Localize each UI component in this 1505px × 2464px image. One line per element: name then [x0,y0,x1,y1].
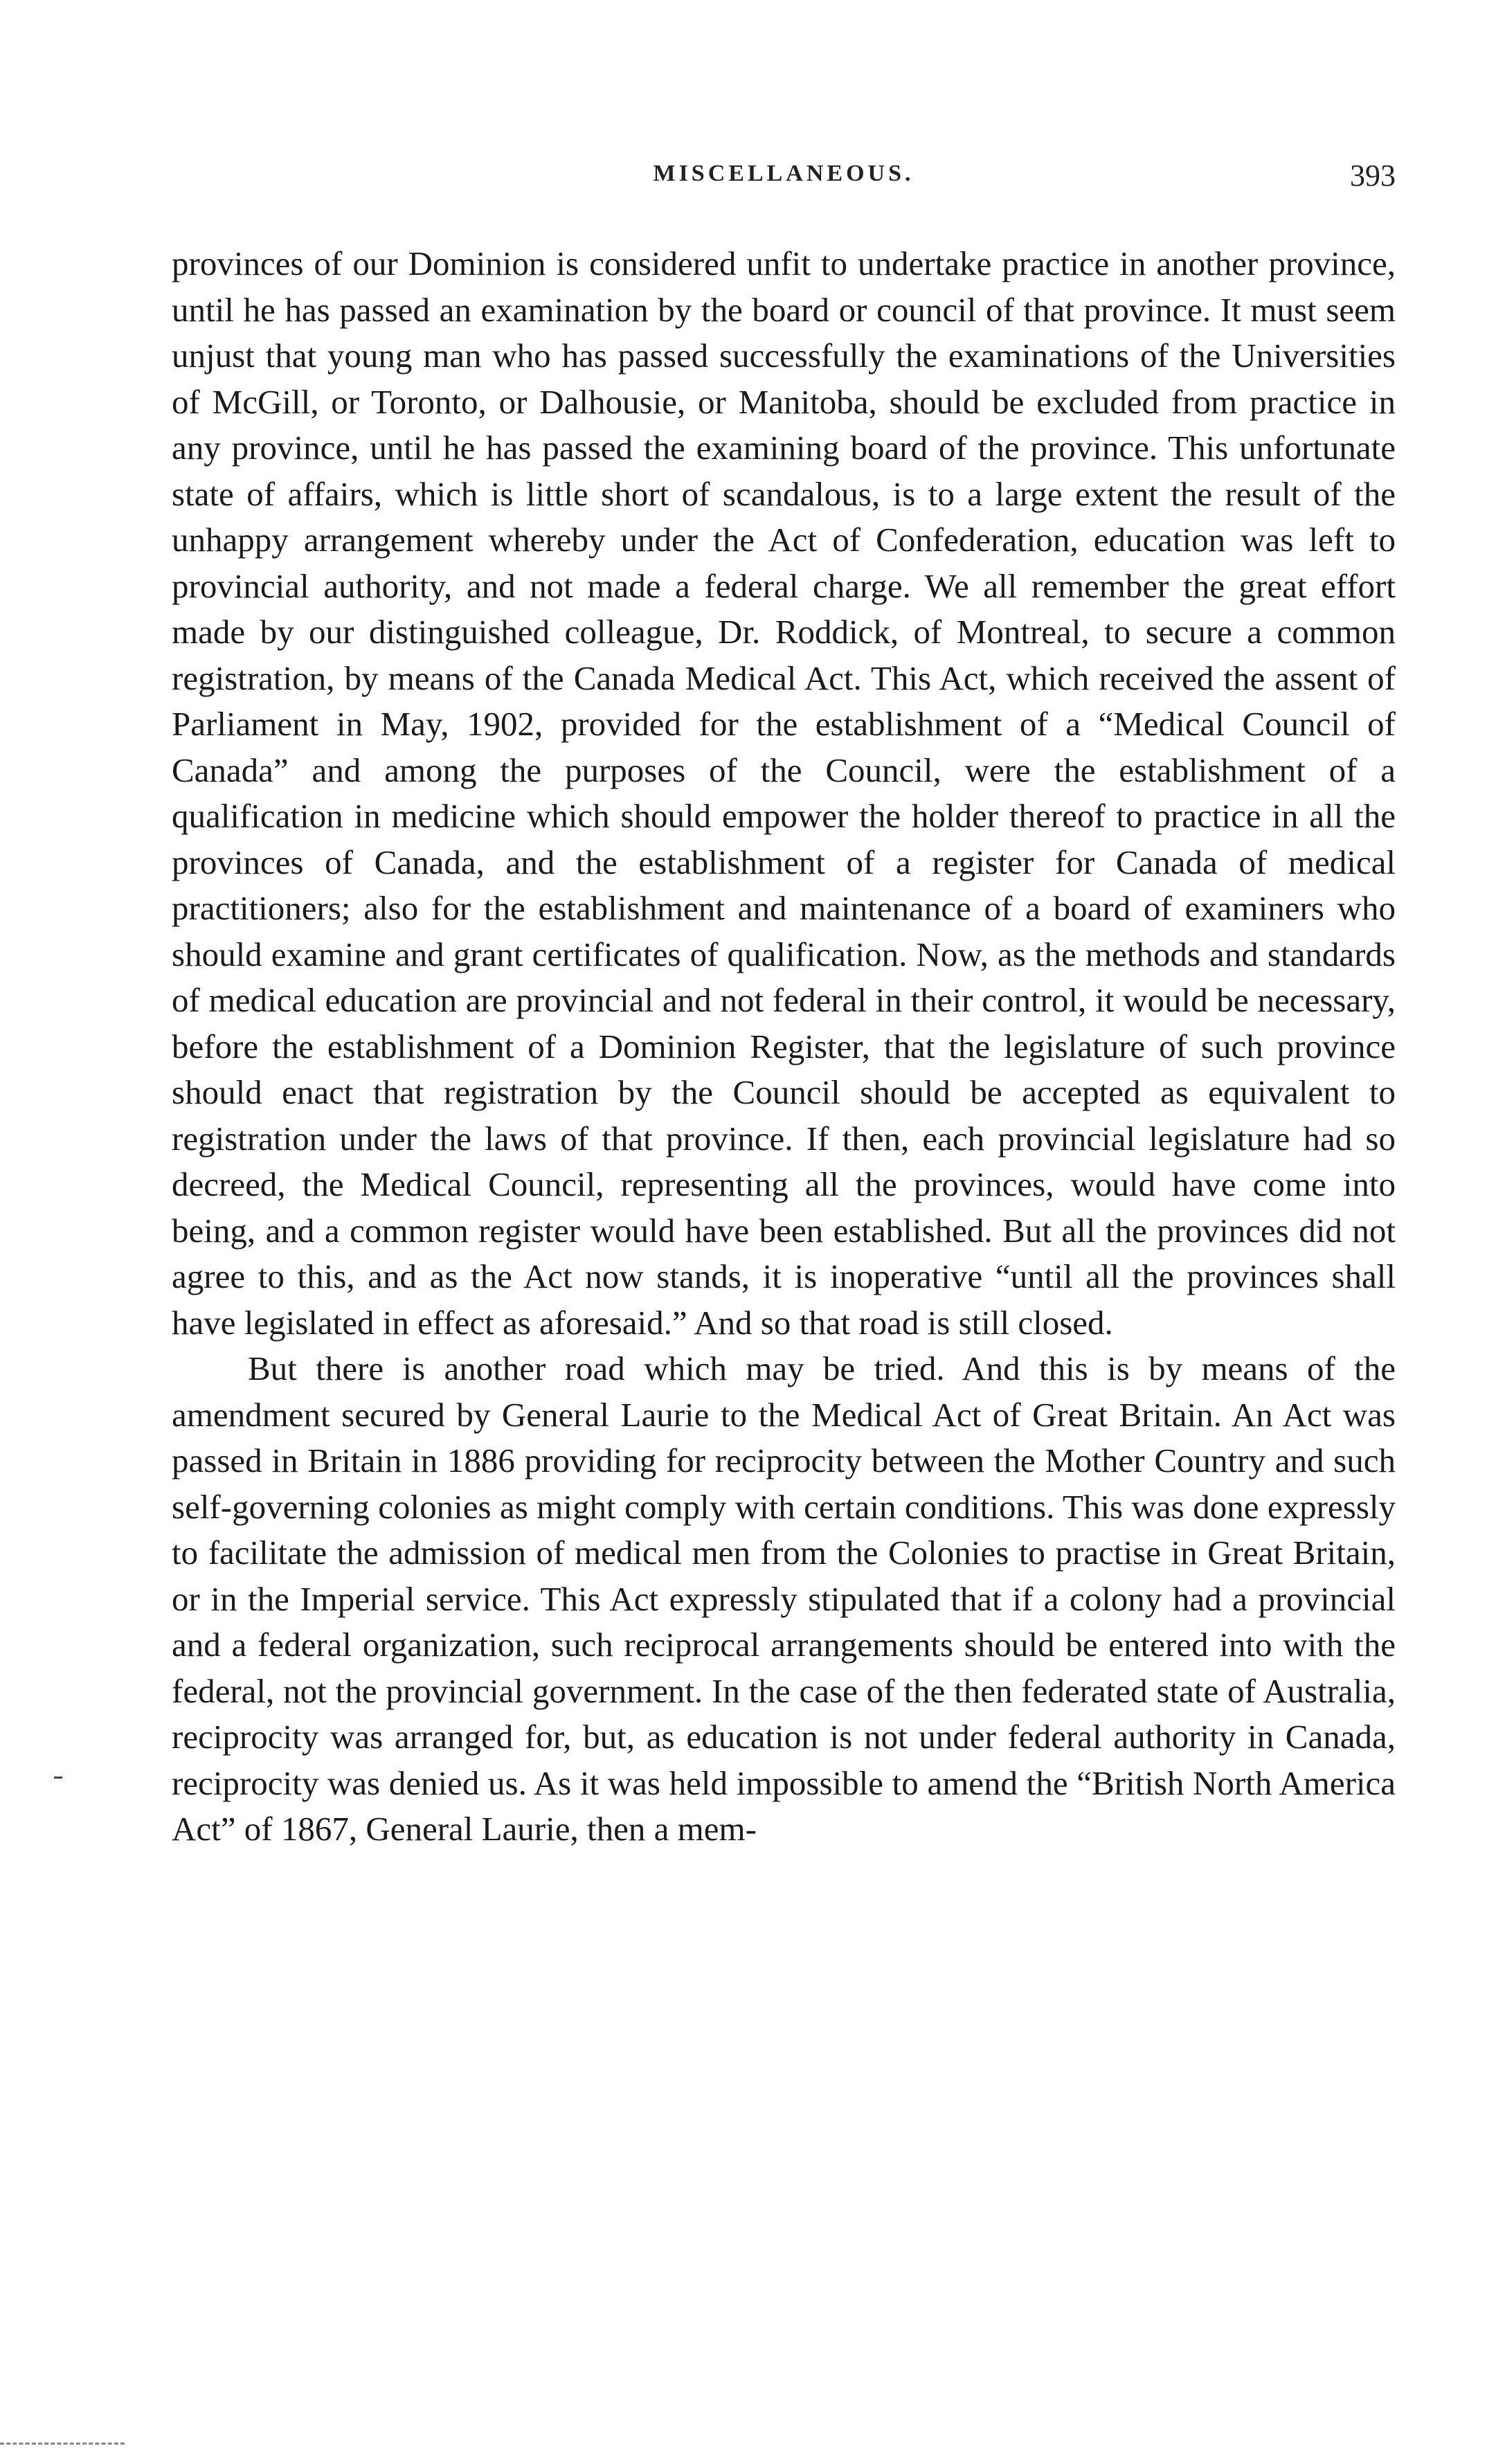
page-number: 393 [1350,159,1396,192]
running-title: MISCELLANEOUS. [653,161,914,186]
body-text [172,241,1396,1853]
paragraph-another-road: But there is another road which may be tried. And this is by means of the amendment secured by General Laurie to the Medical Act of Great Britain. An Act was passed in Britain in 1886 providing for reciprocity between the Mother Country and such self-governing colonies as might comply with certain conditions. This was done expressly to facilitate the admission of medical men from the Colonies to practise in Great Britain, or in the Imperial service. This Act expressly stipulated that if a colony had a provincial and a federal organization, such reciprocal arrangements should be entered into with the federal, not the provincial government. In the case of the then federated state of Australia, reciprocity was arranged for, but, as education is not under federal authority in Canada, reciprocity was denied us. As it was held impossible to amend the “British North America Act” of 1867, General Laurie, then a mem- [172,1349,1396,1848]
running-head [172,161,1396,202]
paragraph-continued: provinces of our Dominion is considered unfit to undertake practice in another province, until he has passed an examination by the board or council of that province. It must seem unjust that young man who has passed successfully the examinations of the Universities of McGill, or Toronto, or Dalhousie, or Manitoba, should be excluded from practice in any province, until he has passed the examining board of the province. This unfortunate state of affairs, which is little short of scandalous, is to a large extent the result of the unhappy arrangement whereby under the Act of Confederation, education was left to provincial authority, and not made a federal charge. We all remember the great effort made by our distinguished colleague, Dr. Roddick, of Montreal, to secure a common registration, by means of the Canada Medical Act. This Act, which received the assent of Parliament in May, 1902, provided for the establishment of a “Medical Council of Canada” and among the purposes of the Council, were the establishment of a qualification in medicine which should empower the holder thereof to practice in all the provinces of Canada, and the establishment of a register for Canada of medical practitioners; also for the establishment and maintenance of a board of examiners who should examine and grant certificates of qualification. Now, as the methods and standards of medical education are provincial and not federal in their control, it would be necessary, before the establishment of a Dominion Register, that the legislature of such province should enact that registration by the Council should be accepted as equivalent to registration under the laws of that province. If then, each provincial legislature had so decreed, the Medical Council, representing all the provinces, would have come into being, and a common register would have been established. But all the provinces did not agree to this, and as the Act now stands, it is inoperative “until all the provinces shall have legislated in effect as aforesaid.” And so that road is still closed. [172,244,1396,1342]
scan-artifact [0,2443,125,2447]
margin-mark [54,1777,62,1779]
